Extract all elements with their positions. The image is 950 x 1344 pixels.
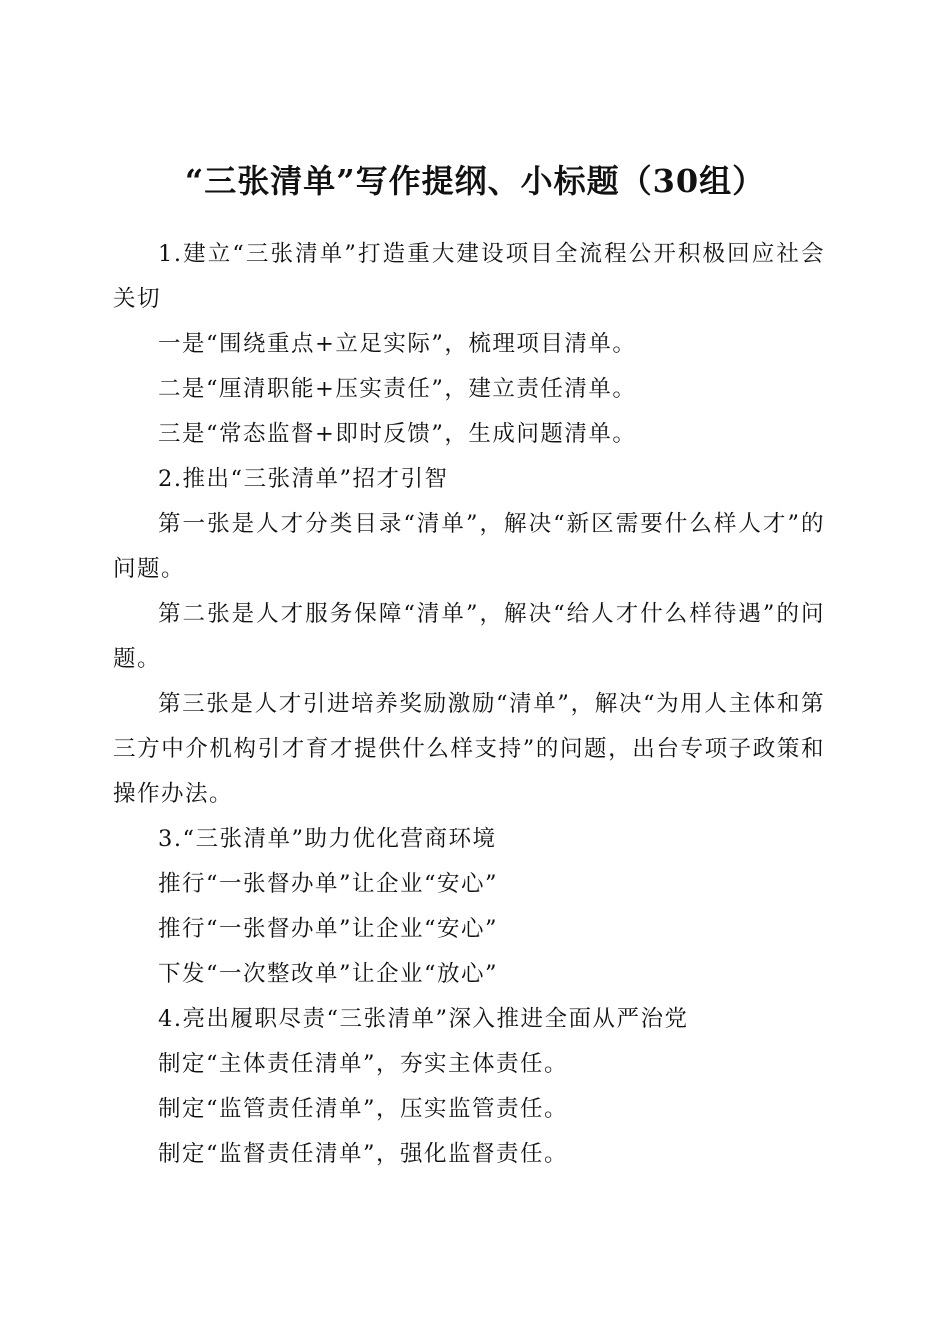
paragraph: 三是“常态监督+即时反馈”，生成问题清单。 bbox=[158, 421, 637, 447]
paragraph: 制定“主体责任清单”，夯实主体责任。 bbox=[158, 1051, 569, 1077]
paragraph: 一是“围绕重点+立足实际”，梳理项目清单。 bbox=[158, 331, 637, 357]
section-heading-1: 1.建立“三张清单”打造重大建设项目全流程公开积极回应社会关切 bbox=[113, 241, 825, 312]
paragraph: 推行“一张督办单”让企业“安心” bbox=[158, 871, 499, 897]
section-heading-2: 2.推出“三张清单”招才引智 bbox=[158, 466, 449, 492]
paragraph: 制定“监管责任清单”，压实监管责任。 bbox=[158, 1096, 569, 1122]
paragraph: 第一张是人才分类目录“清单”，解决“新区需要什么样人才”的问题。 bbox=[113, 511, 825, 582]
paragraph: 二是“厘清职能+压实责任”，建立责任清单。 bbox=[158, 376, 637, 402]
document-body bbox=[113, 232, 825, 1177]
document-title: “三张清单”写作提纲、小标题（30组） bbox=[184, 162, 766, 201]
section-heading-3: 3.“三张清单”助力优化营商环境 bbox=[158, 826, 497, 852]
paragraph: 推行“一张督办单”让企业“安心” bbox=[158, 916, 499, 942]
paragraph: 制定“监督责任清单”，强化监督责任。 bbox=[158, 1141, 569, 1167]
paragraph: 第二张是人才服务保障“清单”，解决“给人才什么样待遇”的问题。 bbox=[113, 601, 825, 672]
section-heading-4: 4.亮出履职尽责“三张清单”深入推进全面从严治党 bbox=[158, 1006, 689, 1032]
paragraph: 第三张是人才引进培养奖励激励“清单”，解决“为用人主体和第三方中介机构引才育才提供什么样支持”的问题，出台专项子政策和操作办法。 bbox=[113, 691, 825, 807]
paragraph: 下发“一次整改单”让企业“放心” bbox=[158, 961, 499, 987]
